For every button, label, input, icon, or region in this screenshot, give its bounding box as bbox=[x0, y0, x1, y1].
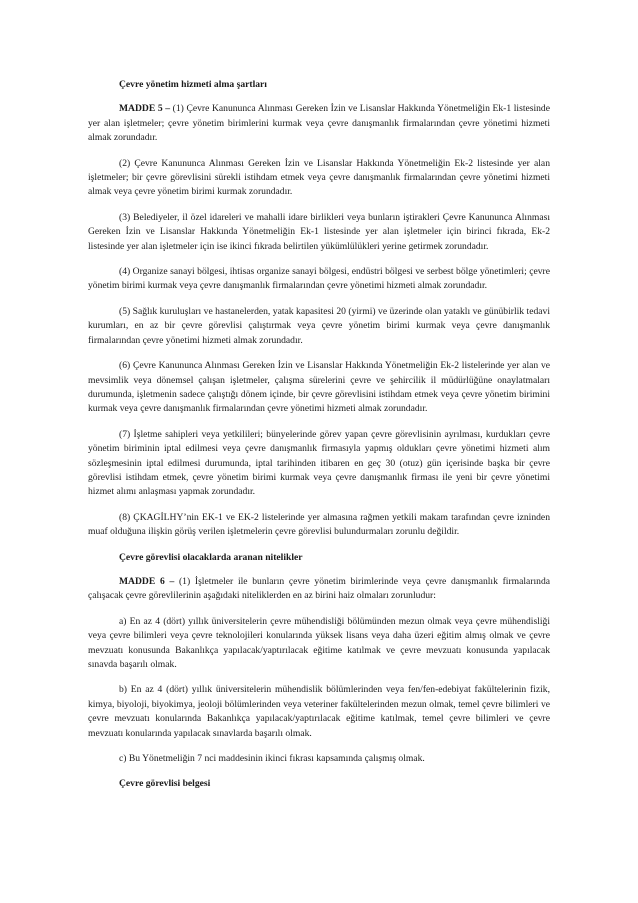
article-6-paragraph-1-text: (1) İşletmeler ile bunların çevre yönetim birimlerinde veya çevre danışmanlık firmalarında çalışacak çevre görevlilerinin aşağıdaki niteliklerden en az birini haiz olmaları zorunludur: bbox=[88, 575, 550, 602]
article-5-paragraph-6: (6) Çevre Kanununca Alınması Gereken İzin ve Lisanslar Hakkında Yönetmeliğin Ek-2 listelerinde yer alan ve mevsimlik veya dönemsel çalışan işletmeler, çalışma sürelerini çevre ve şehircilik il müdürlüğüne onaylatmaları durumunda, işletmenin sadece çalıştığı dönem içinde, bir çevre görevlisini istihdam etmek veya çevre yönetim birimini kurmak veya çevre danışmanlık firmalarından çevre yönetimi hizmeti almak zorundadır. bbox=[88, 360, 550, 415]
article-6-item-a: a) En az 4 (dört) yıllık üniversitelerin çevre mühendisliği bölümünden mezun olmak veya çevre mühendisliği veya çevre bilimleri veya çevre teknolojileri konularında yüksek lisans veya daha üzeri eğitim almış olmak ve çevre mevzuatı konusunda Bakanlıkça yapılacak/yaptırılacak eğitime katılmak ve çevre mevzuatı konusunda yapılacak sınavda başarılı olmak. bbox=[88, 615, 550, 670]
article-5-paragraph-3: (3) Belediyeler, il özel idareleri ve mahalli idare birlikleri veya bunların iştirakleri Çevre Kanununca Alınması Gereken İzin ve Lisanslar Hakkında Yönetmeliğin Ek-1 listesinde yer alan işletmeler için birinci fıkrada, Ek-2 listesinde yer alan işletmeler için ise ikinci fıkrada belirtilen yükümlülükleri yerine getirmek zorundadır. bbox=[88, 211, 550, 252]
article-5-paragraph-7: (7) İşletme sahipleri veya yetkilileri; bünyelerinde görev yapan çevre görevlisinin ayrılması, kurdukları çevre yönetim biriminin iptal edilmesi veya çevre danışmanlık firmasıyla yapmış oldukları çevre yönetimi hizmeti alım sözleşmesinin iptal edilmesi durumunda, iptal tarihinden itibaren en geç 30 (otuz) gün içerisinde başka bir çevre görevlisi istihdam etmek, çevre yönetim birimi kurmak veya çevre danışmanlık firması ile yeni bir çevre yönetimi hizmet alımı anlaşması yapmak zorundadır. bbox=[88, 428, 550, 498]
article-5-paragraph-2: (2) Çevre Kanununca Alınması Gereken İzin ve Lisanslar Hakkında Yönetmeliğin Ek-2 listesinde yer alan işletmeler; bir çevre görevlisini sürekli istihdam etmek veya çevre danışmanlık firmalarından çevre yönetimi hizmeti almak veya çevre yönetim birimi kurmak zorundadır. bbox=[88, 157, 550, 198]
article-5-paragraph-8: (8) ÇKAGİLHY’nin EK-1 ve EK-2 listelerinde yer almasına rağmen yetkili makam tarafından çevre izninden muaf olduğuna ilişkin görüş verilen işletmelerin çevre görevlisi bulundurmaları zorunlu değildir. bbox=[88, 511, 550, 538]
section-heading-environment-management-requirements: Çevre yönetim hizmeti alma şartları bbox=[119, 79, 267, 90]
article-6-item-c: c) Bu Yönetmeliğin 7 nci maddesinin ikinci fıkrası kapsamında çalışmış olmak. bbox=[119, 753, 425, 765]
article-5-label: MADDE 5 – bbox=[119, 103, 171, 115]
article-5-paragraph-4: (4) Organize sanayi bölgesi, ihtisas organize sanayi bölgesi, endüstri bölgesi ve serbest bölge yönetimleri; çevre yönetim birimi kurmak veya çevre danışmanlık firmalarından çevre yönetimi hizmeti almak zorundadır. bbox=[88, 266, 550, 292]
article-6-item-b: b) En az 4 (dört) yıllık üniversitelerin mühendislik bölümlerinden veya fen/fen-edebiyat fakültelerinin fizik, kimya, biyoloji, biyokimya, jeoloji bölümlerinden veya veteriner fakültelerinden mezun olmak, temel çevre bilimleri ve çevre mevzuatı konularında Bakanlıkça yapılacak/yaptırılacak eğitime katılmak, temel çevre bilimleri ve çevre mevzuatı konularında yapılacak sınavlarda başarılı olmak. bbox=[88, 684, 550, 739]
section-heading-environment-officer-certificate: Çevre görevlisi belgesi bbox=[119, 778, 211, 790]
article-5-paragraph-5: (5) Sağlık kuruluşları ve hastanelerden, yatak kapasitesi 20 (yirmi) ve üzerinde olan yataklı ve günübirlik tedavi kurumları, en az bir çevre görevlisi çalıştırmak veya çevre yönetim birimi kurmak veya çevre danışmanlık firmalarından çevre yönetimi hizmeti almak zorundadır. bbox=[88, 305, 550, 346]
article-5-paragraph-1 bbox=[88, 102, 550, 145]
article-6-paragraph-1 bbox=[88, 575, 550, 604]
article-5-paragraph-1-text: (1) Çevre Kanununca Alınması Gereken İzin ve Lisanslar Hakkında Yönetmeliğin Ek-1 listesinde yer alan işletmeler; çevre yönetim birimlerini kurmak veya çevre danışmanlık firmalarından çevre yönetimi hizmeti almak zorundadır. bbox=[88, 103, 550, 144]
article-6-label: MADDE 6 – bbox=[119, 575, 175, 587]
section-heading-environment-officer-qualifications: Çevre görevlisi olacaklarda aranan nitelikler bbox=[119, 551, 303, 563]
